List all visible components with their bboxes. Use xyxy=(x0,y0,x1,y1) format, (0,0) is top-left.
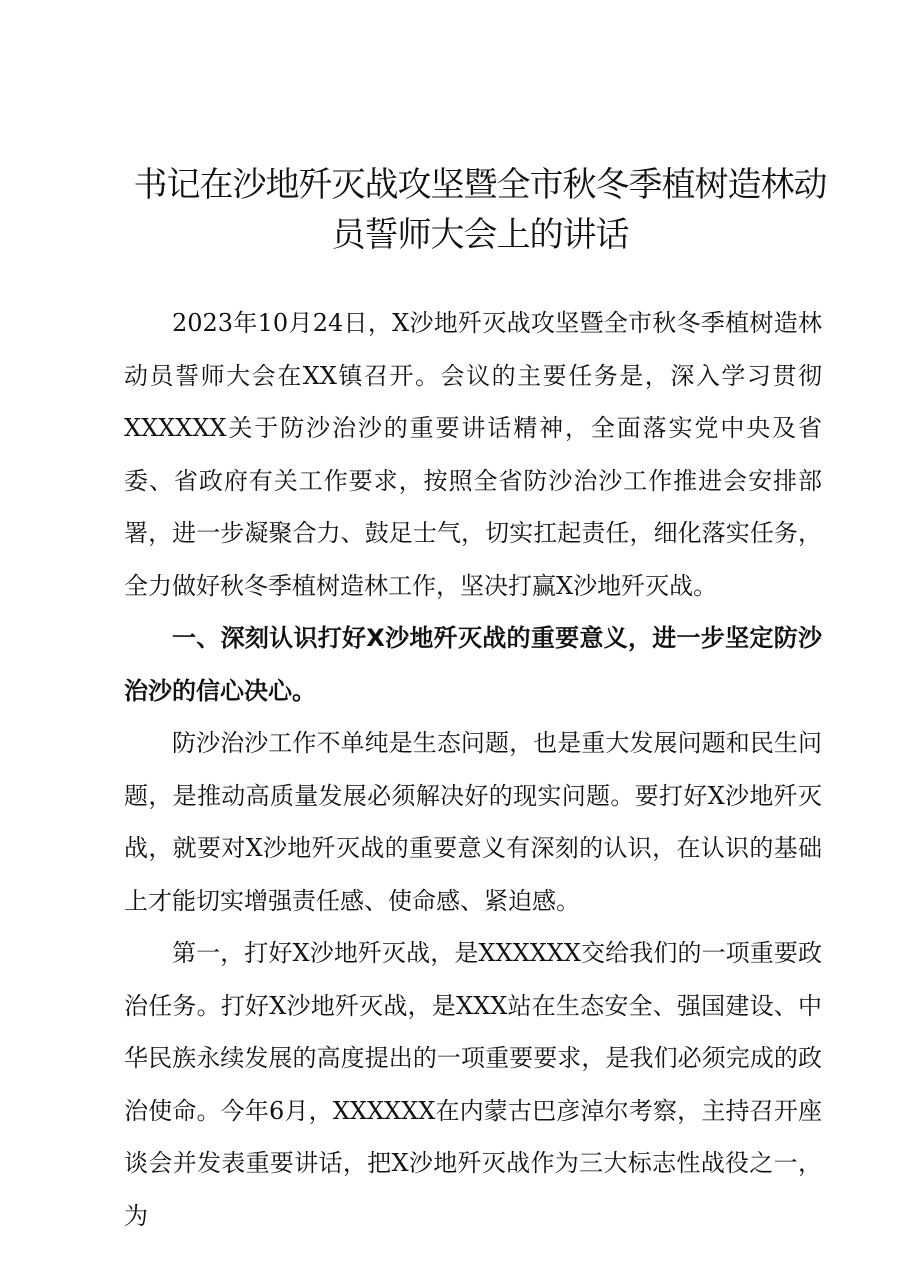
title-line-2: 员誓师大会上的讲话 xyxy=(331,215,629,255)
paragraph-intro: 2023年10月24日，X沙地歼灭战攻坚暨全市秋冬季植树造林动员誓师大会在XX镇召开。会议的主要任务是，深入学习贯彻XXXXXX关于防沙治沙的重要讲话精神，全面落实党中央及省委、省政府有关工作要求，按照全省防沙治沙工作推进会安排部署，进一步凝聚合力、鼓足士气，切实扛起责任，细化落实任务，全力做好秋冬季植树造林工作，坚决打赢X沙地歼灭战。 xyxy=(124,309,822,600)
document-body xyxy=(124,297,822,1242)
section-heading-1: 一、深刻认识打好X沙地歼灭战的重要意义，进一步坚定防沙治沙的信心决心。 xyxy=(124,624,822,705)
paragraph-significance: 防沙治沙工作不单纯是生态问题，也是重大发展问题和民生问题，是推动高质量发展必须解决好的现实问题。要打好X沙地歼灭战，就要对X沙地歼灭战的重要意义有深刻的认识，在认识的基础上才能切实增强责任感、使命感、紧迫感。 xyxy=(124,729,822,915)
title-line-1: 书记在沙地歼灭战攻坚暨全市秋冬季植树造林动 xyxy=(133,165,827,205)
paragraph-first-point: 第一，打好X沙地歼灭战，是XXXXXX交给我们的一项重要政治任务。打好X沙地歼灭战，是XXX站在生态安全、强国建设、中华民族永续发展的高度提出的一项重要要求，是我们必须完成的政治使命。今年6月，XXXXXX在内蒙古巴彦淖尔考察，主持召开座谈会并发表重要讲话，把X沙地歼灭战作为三大标志性战役之一，为 xyxy=(124,939,822,1230)
document-title xyxy=(100,160,860,260)
